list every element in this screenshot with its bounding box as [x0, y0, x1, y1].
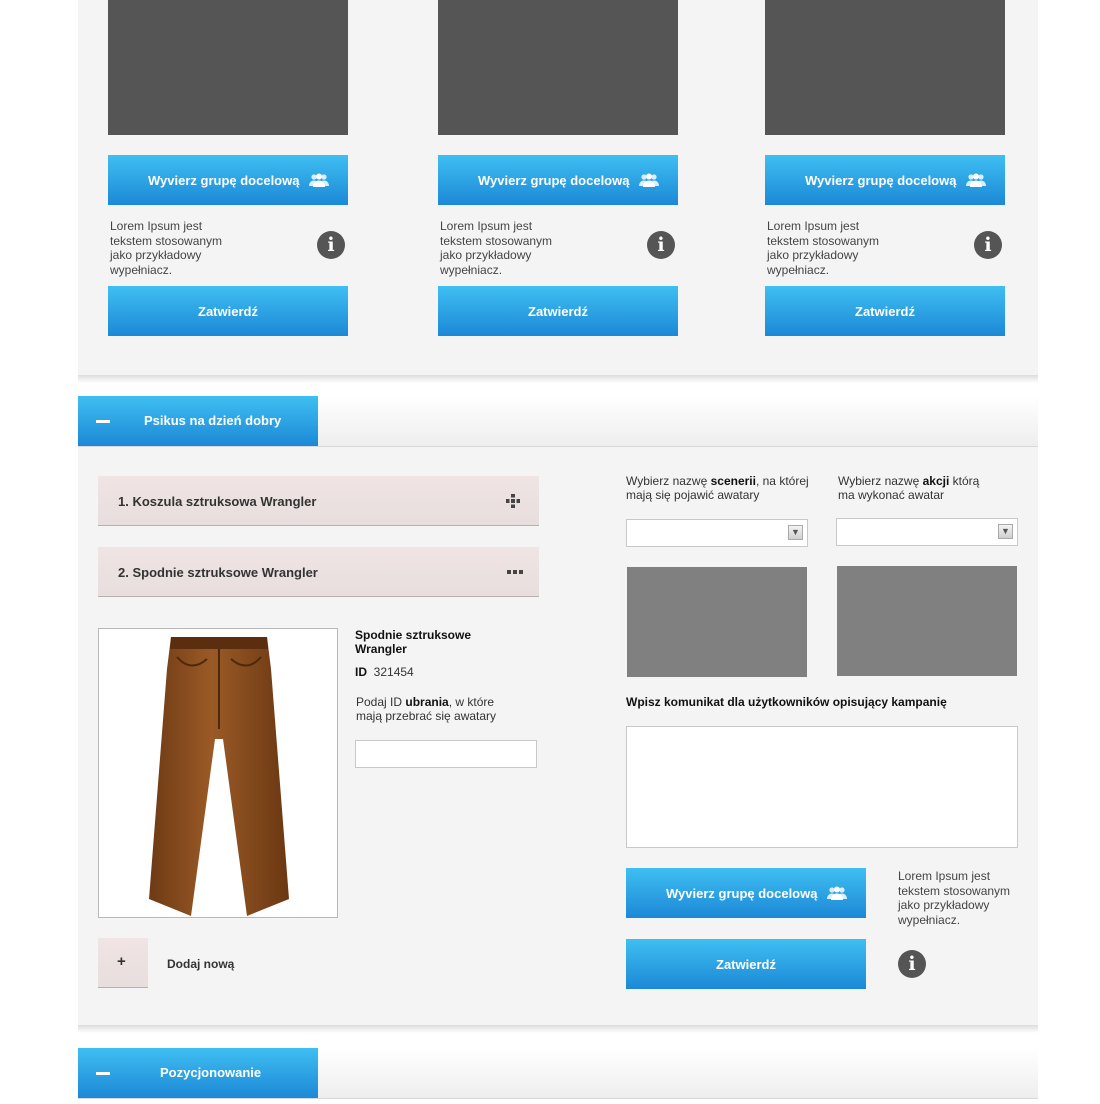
prompt-keyword: ubrania	[405, 695, 449, 709]
choose-group-label: Wyvierz grupę docelową	[666, 885, 818, 901]
section-tab[interactable]	[78, 1048, 318, 1098]
section-header	[78, 1048, 1038, 1099]
prompt-text: którą ma wykonać awatar	[838, 474, 980, 502]
group-icon	[826, 885, 848, 901]
panel-divider	[78, 1025, 1038, 1033]
section-title: Pozycjonowanie	[160, 1065, 262, 1080]
product-id-row	[355, 665, 414, 679]
section-title: Psikus na dzień dobry	[144, 413, 282, 428]
chevron-down-icon[interactable]: ▼	[998, 524, 1013, 539]
prompt-text: , na której mają się pojawić awatary	[626, 474, 809, 502]
card-description: Lorem Ipsum jest tekstem stosowanym jako przykładowy wypełniacz.	[440, 219, 553, 277]
confirm-label: Zatwierdź	[716, 956, 776, 972]
info-icon[interactable]: i	[898, 950, 926, 978]
group-icon	[638, 172, 660, 188]
card-description: Lorem Ipsum jest tekstem stosowanym jako przykładowy wypełniacz.	[767, 219, 880, 277]
accordion-item[interactable]	[98, 476, 539, 526]
choose-group-button[interactable]	[438, 155, 678, 205]
message-textarea[interactable]	[626, 726, 1018, 848]
section-description: Lorem Ipsum jest tekstem stosowanym jako przykładowy wypełniacz.	[898, 869, 1011, 927]
card-image	[438, 0, 678, 135]
minus-icon[interactable]	[96, 420, 110, 423]
accordion-item-label: 2. Spodnie sztruksowe Wrangler	[118, 565, 318, 580]
choose-group-button[interactable]	[765, 155, 1005, 205]
action-preview	[837, 566, 1017, 676]
clothing-id-prompt	[356, 695, 516, 723]
product-name: Spodnie sztruksowe Wrangler	[355, 628, 472, 656]
card-image	[765, 0, 1005, 135]
card-description: Lorem Ipsum jest tekstem stosowanym jako przykładowy wypełniacz.	[110, 219, 223, 277]
message-label: Wpisz komunikat dla użytkowników opisujący kampanię	[626, 695, 947, 709]
group-icon	[965, 172, 987, 188]
prompt-text: , w które mają przebrać się awatary	[356, 695, 497, 723]
prompt-keyword: akcji	[922, 474, 950, 488]
panel-divider	[78, 375, 1038, 383]
choose-group-button[interactable]	[626, 868, 866, 918]
choose-group-label: Wyvierz grupę docelową	[148, 172, 300, 188]
choose-group-button[interactable]	[108, 155, 348, 205]
prompt-keyword: scenerii	[710, 474, 756, 488]
plus-icon: +	[117, 953, 126, 970]
info-icon[interactable]: i	[317, 231, 345, 259]
section-header	[78, 396, 1038, 447]
more-icon[interactable]	[507, 569, 523, 575]
accordion-item-label: 1. Koszula sztruksowa Wrangler	[118, 494, 317, 509]
product-image	[98, 628, 338, 918]
add-new-label[interactable]: Dodaj nową	[167, 957, 235, 971]
minus-icon[interactable]	[96, 1072, 110, 1075]
confirm-label: Zatwierdź	[528, 303, 588, 319]
scene-prompt	[626, 474, 816, 502]
clothing-id-input[interactable]	[355, 740, 537, 768]
confirm-button[interactable]	[626, 939, 866, 989]
choose-group-label: Wyvierz grupę docelową	[478, 172, 630, 188]
prompt-text: Wybierz nazwę	[626, 474, 711, 488]
scene-select[interactable]	[626, 519, 808, 547]
prompt-text: Wybierz nazwę	[838, 474, 923, 488]
confirm-label: Zatwierdź	[198, 303, 258, 319]
card-image	[108, 0, 348, 135]
scene-preview	[627, 567, 807, 677]
group-icon	[308, 172, 330, 188]
product-id-value: 321454	[373, 665, 414, 679]
accordion-item[interactable]	[98, 547, 539, 597]
section-tab[interactable]	[78, 396, 318, 446]
product-id-label: ID	[355, 665, 367, 679]
info-icon[interactable]: i	[974, 231, 1002, 259]
choose-group-label: Wyvierz grupę docelową	[805, 172, 957, 188]
expand-icon[interactable]	[505, 493, 521, 509]
chevron-down-icon[interactable]: ▼	[788, 525, 803, 540]
trousers-illustration	[99, 629, 338, 918]
confirm-label: Zatwierdź	[855, 303, 915, 319]
action-select[interactable]	[836, 518, 1018, 546]
confirm-button[interactable]	[108, 286, 348, 336]
action-prompt	[838, 474, 988, 502]
confirm-button[interactable]	[765, 286, 1005, 336]
confirm-button[interactable]	[438, 286, 678, 336]
add-new-button[interactable]	[98, 938, 148, 988]
prompt-text: Podaj ID	[356, 695, 406, 709]
info-icon[interactable]: i	[647, 231, 675, 259]
